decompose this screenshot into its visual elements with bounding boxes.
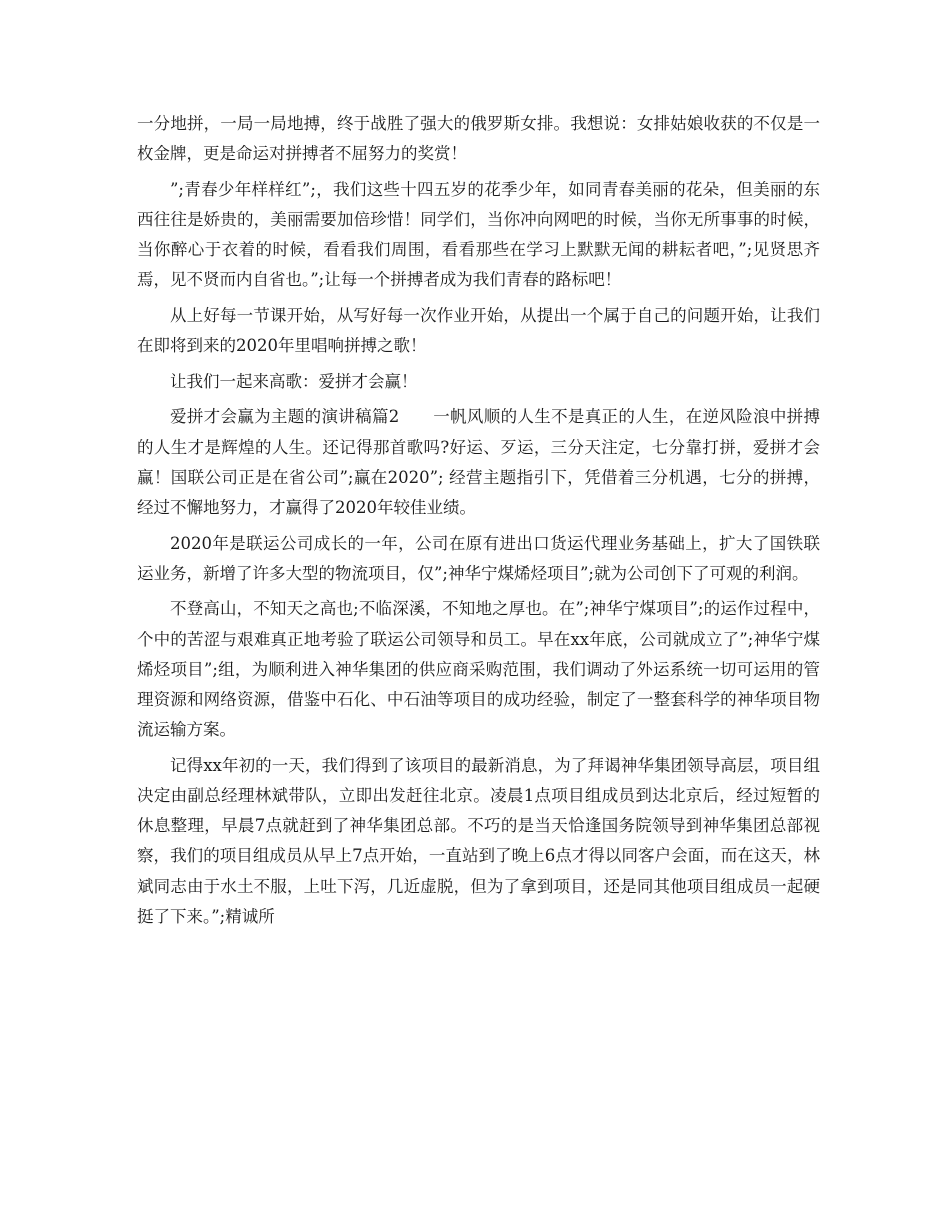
- document-body: [137, 109, 820, 937]
- paragraph: 记得xx年初的一天，我们得到了该项目的最新消息，为了拜谒神华集团领导高层，项目组决定由副总经理林斌带队，立即出发赶往北京。凌晨1点项目组成员到达北京后，经过短暂的休息整理，早晨7点就赶到了神华集团总部。不巧的是当天恰逢国务院领导到神华集团总部视察，我们的项目组成员从早上7点开始，一直站到了晚上6点才得以同客户会面，而在这天，林斌同志由于水土不服，上吐下泻，几近虚脱，但为了拿到项目，还是同其他项目组成员一起硬挺了下来。”;精诚所: [137, 755, 820, 926]
- paragraph-continued: 一分地拼，一局一局地搏，终于战胜了强大的俄罗斯女排。我想说：女排姑娘收获的不仅是一枚金牌，更是命运对拼搏者不屈努力的奖赏！: [137, 114, 820, 164]
- paragraph: 从上好每一节课开始，从写好每一次作业开始，从提出一个属于自己的问题开始，让我们在即将到来的2020年里唱响拼搏之歌！: [137, 306, 820, 356]
- paragraph: 2020年是联运公司成长的一年，公司在原有进出口货运代理业务基础上，扩大了国铁联运业务，新增了许多大型的物流项目，仅”;神华宁煤烯烃项目”;就为公司创下了可观的利润。: [137, 533, 820, 583]
- paragraph: 爱拼才会赢为主题的演讲稿篇2 一帆风顺的人生不是真正的人生，在逆风险浪中拼搏的人生才是辉煌的人生。还记得那首歌吗?好运、歹运，三分天注定，七分靠打拼，爱拼才会赢！国联公司正是在省公司”;赢在2020”; 经营主题指引下，凭借着三分机遇，七分的拼搏，经过不懈地努力，才赢得了2020年较佳业绩。: [137, 407, 820, 517]
- paragraph: 不登高山，不知天之高也;不临深溪，不知地之厚也。在”;神华宁煤项目”;的运作过程中，个中的苦涩与艰难真正地考验了联运公司领导和员工。早在xx年底，公司就成立了”;神华宁煤烯烃项目”;组，为顺利进入神华集团的供应商采购范围，我们调动了外运系统一切可运用的管理资源和网络资源，借鉴中石化、中石油等项目的成功经验，制定了一整套科学的神华项目物流运输方案。: [137, 599, 820, 740]
- paragraph: 让我们一起来高歌：爱拼才会赢！: [170, 371, 418, 391]
- paragraph: ”;青春少年样样红”;，我们这些十四五岁的花季少年，如同青春美丽的花朵，但美丽的东西往往是娇贵的，美丽需要加倍珍惜！同学们，当你冲向网吧的时候，当你无所事事的时候，当你醉心于衣着的时候，看看我们周围，看看那些在学习上默默无闻的耕耘者吧，”;见贤思齐焉，见不贤而内自省也。”;让每一个拼搏者成为我们青春的路标吧！: [137, 179, 820, 290]
